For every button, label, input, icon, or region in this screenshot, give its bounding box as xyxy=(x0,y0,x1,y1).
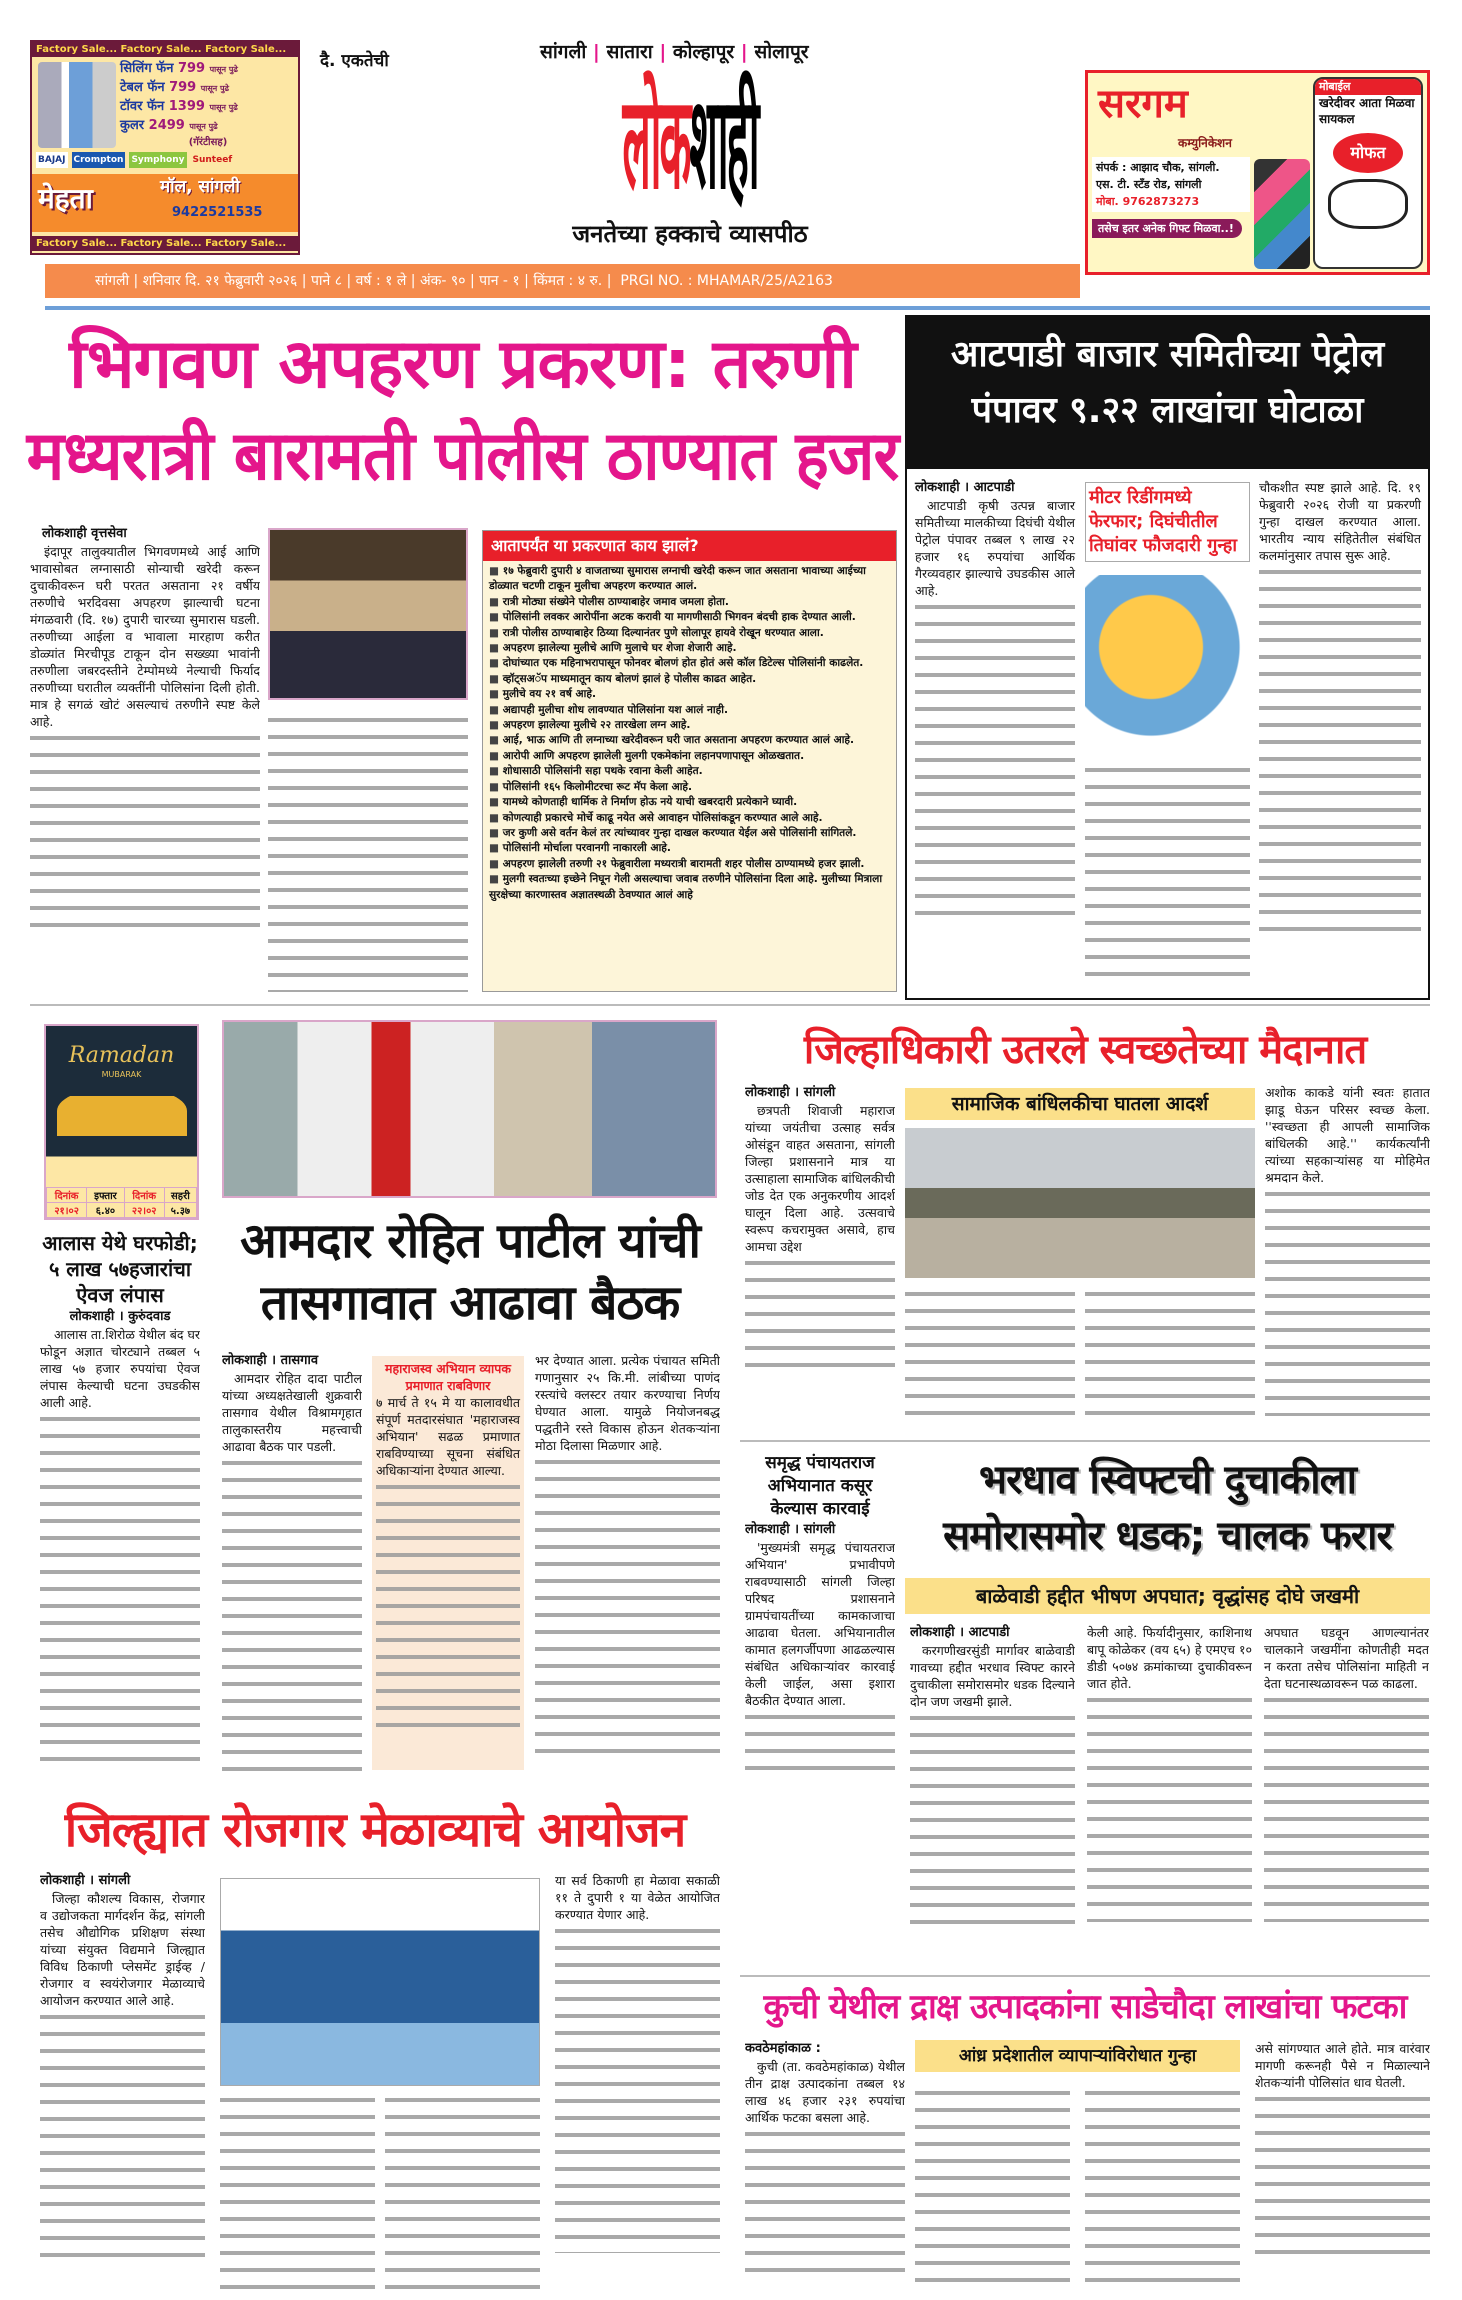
timeline-item xyxy=(489,564,890,595)
grapes-col1: कवठेमहांकाळ : कुची (ता. कवठेमहांकाळ) येथील तीन द्राक्ष उत्पादकांना तब्बल १४ लाख ४६ हजार २३१ रुपयांचा आर्थिक फटका बसला आहे. xyxy=(745,2040,905,2290)
timeline-item xyxy=(489,672,890,687)
job-seekers-image xyxy=(220,1878,540,2086)
timeline-item-text: पोलिसांनी मोर्चाला परवानगी नाकारली आहे. xyxy=(502,842,671,855)
timeline-item xyxy=(489,872,890,903)
brand-sunteef: Sunteef xyxy=(192,155,233,165)
bullet-icon: ■ xyxy=(489,780,503,793)
mall-name: मॉल, सांगली xyxy=(160,177,240,197)
rohit-col1: लोकशाही । तासगाव आमदार रोहित दादा पाटील यांच्या अध्यक्षतेखाली शुक्रवारी तासगाव येथील विश्रामगृहात तालुकास्तरीय महत्त्वाची आढावा बैठक पार पडली. xyxy=(222,1352,362,1772)
bullet-icon: ■ xyxy=(489,857,503,870)
timeline-item xyxy=(489,703,890,718)
fan-cooler-image xyxy=(38,62,116,148)
jobs-col4: या सर्व ठिकाणी हा मेळावा सकाळी ११ ते दुपारी १ या वेळेत आयोजित करण्यात येणार आहे. xyxy=(555,1872,720,2292)
timeline-item-text: यामध्ये कोणताही धार्मिक ते निर्माण होऊ नये याची खबरदारी प्रत्येकाने घ्यावी. xyxy=(502,796,798,809)
price-suffix: पासून पुढे xyxy=(200,84,230,93)
panchayat-headline[interactable]: समृद्ध पंचायतराज अभियानात कसूर केल्यास कारवाई xyxy=(765,1453,875,1519)
bullet-icon: ■ xyxy=(489,626,503,639)
price-suffix: पासून पुढे xyxy=(189,122,218,131)
accident-subhead: बाळेवाडी हद्दीत भीषण अपघात; वृद्धांसह दोघे जखमी xyxy=(905,1578,1430,1614)
newspaper-logo[interactable]: लोकशाही xyxy=(622,69,758,218)
ad-banner: Factory Sale... Factory Sale... Factory Sale... xyxy=(32,42,298,57)
divider xyxy=(45,306,1430,310)
collector-subhead: सामाजिक बांधिलकीचा घातला आदर्श xyxy=(905,1088,1255,1120)
atpadi-story xyxy=(905,315,1430,1000)
ad-brand-sub: कम्युनिकेशन xyxy=(1178,136,1232,150)
ramadan-timings: दिनांक इफ्तार दिनांक सहरी २१।०२ ६.४० २२।०२ ५.३७ xyxy=(46,1187,197,1218)
timeline-item xyxy=(489,687,890,702)
collector-col4: अशोक काकडे यांनी स्वतः हातात झाडू घेऊन परिसर स्वच्छ केला. ''स्वच्छता ही आपली सामाजिक बांधिलकी आहे.'' कार्यकर्त्यांनी त्यांच्या सहकाऱ्यांसह या मोहिमेत श्रमदान केले. xyxy=(1265,1084,1430,1434)
price-item: कुलर 2499 पासून पुढे xyxy=(120,118,218,133)
timeline-title: आतापर्यंत या प्रकरणात काय झालं? xyxy=(483,531,896,561)
timeline-item xyxy=(489,718,890,733)
timeline-item xyxy=(489,626,890,641)
lead-article xyxy=(30,525,260,995)
timeline-item xyxy=(489,610,890,625)
timeline-item xyxy=(489,749,890,764)
ramadan-box: Ramadan MUBARAK दिनांक इफ्तार दिनांक सहरी २१।०२ ६.४० २२।०२ ५.३७ xyxy=(44,1024,199,1220)
lead-article-cont xyxy=(268,712,468,992)
atpadi-subhead: मीटर रिडींगमध्ये फेरफार; दिघंचीतील तिघांवर फौजदारी गुन्हा xyxy=(1085,482,1250,562)
collector-col1: लोकशाही । सांगली छत्रपती शिवाजी महाराज यांच्या जयंतीचा उत्साह सर्वत्र ओसंडून वाहत असताना, सांगली जिल्हा प्रशासनाने मात्र या उत्साहाला सामाजिक बांधिलकीची जोड देत एक अनुकरणीय आदर्श घालून दिला आहे. उत्सवाचे स्वरूप कचरामुक्त असावे, हाच आमचा उद्देश xyxy=(745,1084,895,1434)
timeline-item-text: पोलिसांनी लवकर आरोपींना अटक करावी या मागणीसाठी भिगवन बंदची हाक देण्यात आली. xyxy=(502,611,856,624)
divider xyxy=(30,1004,1430,1006)
brand-bajaj: BAJAJ xyxy=(36,152,68,168)
ad-contact: संपर्क : आझाद चौक, सांगली. एस. टी. स्टँड रोड, सांगली मोबा. 9762873273 xyxy=(1092,157,1250,212)
ad-brand: सरगम xyxy=(1098,81,1188,127)
timeline-item-text: अपहरण झालेल्या मुलीचे आणि मुलाचे घर शेजा शेजारी आहे. xyxy=(502,642,737,655)
collector-col3 xyxy=(1085,1286,1255,1426)
bullet-icon: ■ xyxy=(489,672,503,685)
bullet-icon: ■ xyxy=(489,657,503,670)
byline: लोकशाही वृत्तसेवा xyxy=(42,526,127,541)
timeline-item-text: रात्री पोलीस ठाण्याबाहेर ठिय्या दिल्यानंतर पुणे सोलापूर हायवे रोखून धरण्यात आला. xyxy=(502,626,824,639)
rohit-headline[interactable]: आमदार रोहित पाटील यांची तासगावात आढावा बैठक xyxy=(240,1213,700,1331)
masthead xyxy=(310,40,1070,255)
timeline-item xyxy=(489,656,890,671)
ad-sargam xyxy=(1085,70,1430,275)
timeline-item xyxy=(489,780,890,795)
shop-name: मेहता xyxy=(38,182,93,215)
price-list xyxy=(120,60,296,150)
accident-col2: केली आहे. फिर्यादीनुसार, काशिनाथ बापू कोळेकर (वय ६५) हे एमएच १० डीडी ५०७४ क्रमांकाच्या दुचाकीवरून जात होते. xyxy=(1087,1624,1252,1960)
lead-headline[interactable]: भिगवण अपहरण प्रकरण: तरुणी xyxy=(69,325,856,404)
shop-banner xyxy=(32,174,298,232)
price-item: टेबल फॅन 799 पासून पुढे xyxy=(120,80,230,95)
bullet-icon: ■ xyxy=(489,765,503,778)
ad-offer: मोबाईल खरेदीवर आता मिळवा सायकल मोफत xyxy=(1313,77,1423,269)
bullet-icon: ■ xyxy=(489,688,503,701)
timeline-item-text: १७ फेब्रुवारी दुपारी ४ वाजताच्या सुमारास लग्नाची खरेदी करून जात असताना भावाच्या आईच्या डोळ्यात चटणी टाकून मुलीचा अपहरण करण्यात आलं. xyxy=(489,565,866,593)
alas-story: आलास येथे घरफोडी; ५ लाख ५७हजारांचा ऐवज लंपास लोकशाही । कुरुंदवाड आलास ता.शिरोळ येथील बंद घर फोडून अज्ञात चोरट्याने तब्बल ५ लाख ५७ हजार रुपयांचा ऐवज लंपास केल्याची घटना उघडकीस आली आहे. xyxy=(40,1230,200,1770)
petrol-pump-illustration xyxy=(1085,575,1250,755)
timeline-item-text: शोधासाठी पोलिसांनी सहा पथके रवाना केली आहेत. xyxy=(502,765,703,778)
timeline-item-text: जर कुणी असे वर्तन केलं तर त्यांच्यावर गुन्हा दाखल करण्यात येईल असे पोलिसांनी सांगितले. xyxy=(502,826,857,839)
accident-col3: अपघात घडवून आणल्यानंतर चालकाने जखमींना कोणतीही मदत न करता तसेच पोलिसांना माहिती न देता घटनास्थळावरून पळ काढला. xyxy=(1264,1624,1429,1960)
timeline-item-text: मुलीचे वय २१ वर्ष आहे. xyxy=(502,688,596,701)
timeline-item-text: पोलिसांनी १६५ किलोमीटरचा रूट मॅप केला आहे. xyxy=(502,780,693,793)
ad-mehta-mall xyxy=(30,40,300,255)
divider xyxy=(740,1440,1430,1442)
bullet-icon: ■ xyxy=(489,611,503,624)
brand-crompton: Crompton xyxy=(72,152,126,168)
atpadi-col3: चौकशीत स्पष्ट झाले आहे. दि. १९ फेब्रुवारी २०२६ रोजी या प्रकरणी गुन्हा दाखल करण्यात आला. भारतीय न्याय संहितेतील संबंधित कलमांनुसार तपास सुरू आहे. xyxy=(1259,479,1421,944)
phones-image xyxy=(1254,159,1310,269)
grapes-col4: असे सांगण्यात आले होते. मात्र वारंवार मागणी करूनही पैसे न मिळाल्याने शेतकऱ्यांनी पोलिसांत धाव घेतली. xyxy=(1255,2040,1430,2290)
timeline-item xyxy=(489,641,890,656)
ad-banner-bottom: Factory Sale... Factory Sale... Factory Sale... xyxy=(32,236,298,251)
timeline-item-text: अपहरण झालेल्या मुलीचे २२ तारखेला लग्न आहे. xyxy=(502,719,691,732)
grapes-headline[interactable]: कुची येथील द्राक्ष उत्पादकांना साडेचौदा लाखांचा फटका xyxy=(763,1987,1407,2027)
timeline-item-text: मुलगी स्वतःच्या इच्छेने निघून गेली असल्याचा जवाब तरुणीने पोलिसांना दिला आहे. मुलीच्या मित्राला सुरक्षेच्या कारणास्तव अज्ञातस्थळी ठेवण्यात आलं आहे xyxy=(489,873,883,901)
grapes-col3 xyxy=(1085,2085,1240,2290)
bullet-icon: ■ xyxy=(489,873,503,886)
timeline-item xyxy=(489,764,890,779)
timeline-item-text: अद्यापही मुलीचा शोध लावण्यात पोलिसांना यश आलं नाही. xyxy=(502,703,728,716)
bullet-icon: ■ xyxy=(489,719,503,732)
edition-cities: सांगली | सातारा | कोल्हापूर | सोलापूर xyxy=(540,41,809,63)
lead-photo xyxy=(268,528,468,700)
rohit-box: महाराजस्व अभियान व्यापक प्रमाणात राबविणार ७ मार्च ते १५ मे या कालावधीत संपूर्ण मतदारसंघात 'महाराजस्व अभियान' सढळ प्रमाणात राबविण्याच्या सूचना संबंधित अधिकाऱ्यांना देण्यात आल्या. xyxy=(372,1356,524,1770)
timeline-item-text: अपहरण झालेली तरुणी २१ फेब्रुवारीला मध्यरात्री बारामती शहर पोलीस ठाण्यामध्ये हजर झाली. xyxy=(502,857,865,870)
atpadi-headline[interactable]: आटपाडी बाजार समितीच्या पेट्रोल पंपावर ९.२२ लाखांचा घोटाळा xyxy=(950,334,1385,431)
timeline-item-text: रात्री मोठ्या संख्येने पोलीस ठाण्याबाहेर जमाव जमला होता. xyxy=(502,595,729,608)
warranty: (गॅरंटीसह) xyxy=(188,137,228,148)
lead-headline[interactable]: मध्यरात्री बारामती पोलीस ठाण्यात हजर xyxy=(26,417,899,496)
accident-headline[interactable]: भरधाव स्विफ्टची दुचाकीला समोरासमोर धडक; चालक फरार xyxy=(943,1457,1392,1559)
bullet-icon: ■ xyxy=(489,842,503,855)
bullet-icon: ■ xyxy=(489,595,503,608)
jobs-col1: लोकशाही । सांगली जिल्हा कौशल्य विकास, रोजगार व उद्योजकता मार्गदर्शन केंद्र, सांगली तसेच औद्योगिक प्रशिक्षण संस्था यांच्या संयुक्त विद्यमाने जिल्ह्यात विविध ठिकाणी प्लेसमेंट ड्राईव्ह / रोजगार व स्वयंरोजगार मेळाव्याचे आयोजन करण्यात आले आहे. xyxy=(40,1872,205,2292)
price-item: टॉवर फॅन 1399 पासून पुढे xyxy=(120,99,238,114)
grapes-col2 xyxy=(915,2085,1070,2290)
brand-symphony: Symphony xyxy=(129,152,186,168)
jobs-headline[interactable]: जिल्ह्यात रोजगार मेळाव्याचे आयोजन xyxy=(64,1802,686,1858)
issue-info-bar: सांगली | शनिवार दि. २१ फेब्रुवारी २०२६ | पाने ८ | वर्ष : १ ले | अंक- ९० | पान - १ | किंमत : ४ रु. | PRGI NO. : MHAMAR/25/A2163 xyxy=(45,264,1080,298)
grapes-subhead: आंध्र प्रदेशातील व्यापाऱ्यांविरोधात गुन्हा xyxy=(915,2040,1240,2072)
bullet-icon: ■ xyxy=(489,642,503,655)
timeline-item-text: आरोपी आणि अपहरण झालेली मुलगी एकमेकांना लहानपणापासून ओळखतात. xyxy=(502,749,805,762)
mosque-illustration xyxy=(57,1086,187,1136)
timeline-item xyxy=(489,826,890,841)
accident-col1: लोकशाही । आटपाडी करगणीखरसुंडी मार्गावर बाळेवाडी गावच्या हद्दीत भरधाव स्विफ्ट कारने दुचाकीला समोरासमोर धडक दिल्याने दोन जण जखमी झाले. xyxy=(910,1624,1075,1960)
free-badge: मोफत xyxy=(1333,133,1403,173)
timeline-item xyxy=(489,595,890,610)
bullet-icon: ■ xyxy=(489,749,503,762)
price-item: सिलिंग फॅन 799 पासून पुढे xyxy=(120,61,238,76)
bullet-icon: ■ xyxy=(489,826,503,839)
masthead-prefix: दै. एकतेची xyxy=(320,51,389,71)
price-suffix: पासून पुढे xyxy=(209,103,238,112)
brand-logos xyxy=(36,152,296,168)
jobs-col2 xyxy=(220,2092,375,2290)
collector-col2 xyxy=(905,1286,1075,1426)
ramadan-title: Ramadan xyxy=(68,1043,175,1068)
timeline-list xyxy=(483,561,896,906)
shop-phone: 9422521535 xyxy=(172,205,263,220)
timeline-item xyxy=(489,795,890,810)
bullet-icon: ■ xyxy=(489,703,503,716)
panchayat-story: समृद्ध पंचायतराज अभियानात कसूर केल्यास कारवाई लोकशाही । सांगली 'मुख्यमंत्री समृद्ध पंचायतराज अभियान' प्रभावीपणे राबवण्यासाठी सांगली जिल्हा परिषद प्रशासनाने ग्रामपंचायतींच्या कामकाजाचा आढावा घेतला. अभियानातील कामात हलगर्जीपणा आढळल्यास संबंधित अधिकाऱ्यांवर कारवाई केली जाईल, असा इशारा बैठकीत देण्यात आला. xyxy=(745,1452,895,1772)
bicycle-icon xyxy=(1328,179,1408,229)
timeline-item xyxy=(489,811,890,826)
rohit-col3: भर देण्यात आला. प्रत्येक पंचायत समिती गणानुसार २५ कि.मी. लांबीच्या पाणंद रस्त्यांचे क्लस्टर तयार करण्याचा निर्णय घेण्यात आला. यामुळे नियोजनबद्ध पद्धतीने रस्ते विकास होऊन शेतकऱ्यांना मोठा दिलासा मिळणार आहे. xyxy=(535,1352,720,1772)
timeline-item xyxy=(489,857,890,872)
timeline-item-text: व्हॉट्सअॅप माध्यमातून काय बोलणं झालं हे पोलीस काढत आहेत. xyxy=(502,672,757,685)
article-body: इंदापूर तालुक्यातील भिगवणमध्ये आई आणि भावासोबत लग्नासाठी सोन्याची खरेदी करून दुचाकीवरून घरी परतत असताना २१ वर्षीय तरुणीचे भरदिवसा अपहरण झाल्याची घटना मंगळवारी (दि. १७) दुपारी चारच्या सुमारास घडली. तरुणीच्या आईला व भावाला मारहाण करीत डोळ्यांत मिरचीपूड टाकून दोन सख्ख्या भावांनी तरुणीला जबरदस्तीने टेम्पोमध्ये नेल्याची फिर्याद तरुणीच्या घरातील व्यक्तींनी पोलिसांना दिली होती. मात्र हे सगळं खोटं असल्याचं तरुणीने स्पष्ट केले आहे. xyxy=(30,544,260,729)
bullet-icon: ■ xyxy=(489,811,503,824)
jobs-col3 xyxy=(385,2092,540,2290)
bullet-icon: ■ xyxy=(489,734,503,747)
timeline-item-text: कोणत्याही प्रकारचे मोर्चे काढू नयेत असे आवाहन पोलिसांकडून करण्यात आले आहे. xyxy=(502,811,823,824)
alas-headline[interactable]: आलास येथे घरफोडी; ५ लाख ५७हजारांचा ऐवज लंपास xyxy=(42,1231,198,1307)
timeline-box xyxy=(482,530,897,992)
bullet-icon: ■ xyxy=(489,565,503,577)
timeline-item-text: दोघांच्यात एक महिनाभरापासून फोनवर बोलणं होत होतं असे कॉल डिटेल्स पोलिसांनी काढलेत. xyxy=(502,657,864,670)
bullet-icon: ■ xyxy=(489,796,503,809)
timeline-item xyxy=(489,841,890,856)
cleanup-photo xyxy=(905,1128,1255,1278)
timeline-item xyxy=(489,733,890,748)
tagline: जनतेच्या हक्काचे व्यासपीठ xyxy=(572,220,808,248)
ad-gift: तसेच इतर अनेक गिफ्ट मिळवा..! xyxy=(1092,219,1242,238)
atpadi-col1: लोकशाही । आटपाडी आटपाडी कृषी उत्पन्न बाजार समितीच्या मालकीच्या दिघंची येथील पेट्रोल पंपावर तब्बल ९ लाख २२ हजार १६ रुपयांचा आर्थिक गैरव्यवहार झाल्याचे उघडकीस आले आहे. xyxy=(915,479,1075,919)
price-suffix: पासून पुढे xyxy=(209,65,238,74)
collector-headline[interactable]: जिल्हाधिकारी उतरले स्वच्छतेच्या मैदानात xyxy=(803,1027,1367,1073)
divider xyxy=(740,1975,1430,1977)
timeline-item-text: आई, भाऊ आणि ती लग्नाच्या खरेदीवरून घरी जात असताना अपहरण करण्यात आलं आहे. xyxy=(502,734,855,747)
meeting-photo xyxy=(222,1020,717,1198)
